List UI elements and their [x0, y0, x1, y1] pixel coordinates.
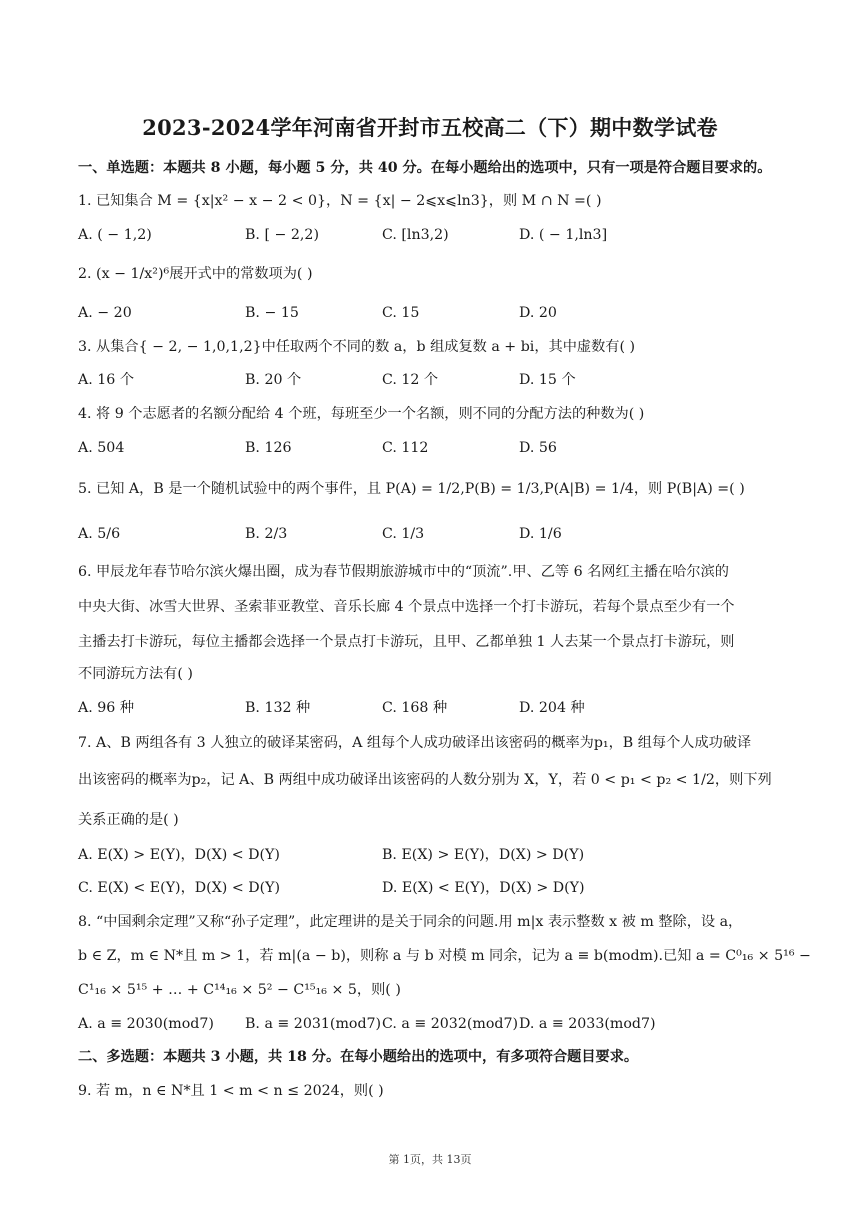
q1-option-d: D. ( − 1,ln3]: [519, 227, 608, 243]
q3-option-d: D. 15 个: [519, 372, 576, 388]
q6-option-c: C. 168 种: [382, 700, 448, 716]
q1-option-c: C. [ln3,2): [382, 227, 449, 243]
q7-option-a: A. E(X) > E(Y)，D(X) < D(Y): [78, 847, 280, 863]
question-5-stem: 5. 已知 A，B 是一个随机试验中的两个事件，且 P(A) = 1/2,P(B) = 1/3,P(A|B) = 1/4，则 P(B|A) =( ): [78, 481, 745, 497]
q4-option-b: B. 126: [245, 440, 292, 456]
q2-option-d: D. 20: [519, 305, 557, 321]
q1-option-a: A. ( − 1,2): [78, 227, 152, 243]
page-footer: 第 1页，共 13页: [388, 1153, 472, 1166]
question-2-stem: 2. (x − 1/x²)⁶展开式中的常数项为( ): [78, 266, 313, 282]
question-8-line-3: C¹₁₆ × 5¹⁵ + … + C¹⁴₁₆ × 5² − C¹⁵₁₆ × 5，则( ): [78, 982, 401, 998]
q3-option-a: A. 16 个: [78, 372, 135, 388]
question-7-line-3: 关系正确的是( ): [78, 812, 179, 828]
q6-option-b: B. 132 种: [245, 700, 311, 716]
question-6-line-4: 不同游玩方法有( ): [78, 666, 193, 682]
question-6-line-3: 主播去打卡游玩，每位主播都会选择一个景点打卡游玩，且甲、乙都单独 1 人去某一个景点打卡游玩，则: [78, 634, 735, 650]
q4-option-c: C. 112: [382, 440, 429, 456]
q7-option-c: C. E(X) < E(Y)，D(X) < D(Y): [78, 880, 281, 896]
q6-option-a: A. 96 种: [78, 700, 135, 716]
question-6-line-2: 中央大街、冰雪大世界、圣索菲亚教堂、音乐长廊 4 个景点中选择一个打卡游玩，若每个景点至少有一个: [78, 599, 735, 615]
question-7-line-1: 7. A、B 两组各有 3 人独立的破译某密码，A 组每个人成功破译出该密码的概率为p₁，B 组每个人成功破译: [78, 735, 752, 751]
q3-option-c: C. 12 个: [382, 372, 439, 388]
q6-option-d: D. 204 种: [519, 700, 585, 716]
q7-option-d: D. E(X) < E(Y)，D(X) > D(Y): [382, 880, 585, 896]
q5-option-c: C. 1/3: [382, 526, 425, 542]
q5-option-d: D. 1/6: [519, 526, 562, 542]
question-1-stem: 1. 已知集合 M = {x|x² − x − 2 < 0}，N = {x| − 2⩽x⩽ln3}，则 M ∩ N =( ): [78, 193, 602, 209]
q4-option-d: D. 56: [519, 440, 557, 456]
q8-option-b: B. a ≡ 2031(mod7): [245, 1016, 382, 1032]
question-6-line-1: 6. 甲辰龙年春节哈尔滨火爆出圈，成为春节假期旅游城市中的“顶流”.甲、乙等 6 名网红主播在哈尔滨的: [78, 564, 729, 580]
question-7-line-2: 出该密码的概率为p₂，记 A、B 两组中成功破译出该密码的人数分别为 X，Y，若 0 < p₁ < p₂ < 1/2，则下列: [78, 772, 772, 788]
question-3-stem: 3. 从集合{ − 2, − 1,0,1,2}中任取两个不同的数 a，b 组成复数 a + bi，其中虚数有( ): [78, 339, 636, 355]
question-9-stem: 9. 若 m，n ∈ N*且 1 < m < n ≤ 2024，则( ): [78, 1083, 384, 1099]
question-4-stem: 4. 将 9 个志愿者的名额分配给 4 个班，每班至少一个名额，则不同的分配方法的种数为( ): [78, 406, 645, 422]
question-8-line-1: 8. “中国剩余定理”又称“孙子定理”，此定理讲的是关于同余的问题.用 m|x 表示整数 x 被 m 整除，设 a，: [78, 914, 743, 930]
q8-option-c: C. a ≡ 2032(mod7): [382, 1016, 519, 1032]
q7-option-b: B. E(X) > E(Y)，D(X) > D(Y): [382, 847, 585, 863]
q2-option-b: B. − 15: [245, 305, 299, 321]
q8-option-d: D. a ≡ 2033(mod7): [519, 1016, 656, 1032]
q1-option-b: B. [ − 2,2): [245, 227, 319, 243]
q4-option-a: A. 504: [78, 440, 125, 456]
section-heading-multi-choice: 二、多选题：本题共 3 小题，共 18 分。在每小题给出的选项中，有多项符合题目要求。: [78, 1049, 639, 1065]
page-title: 2023-2024学年河南省开封市五校高二（下）期中数学试卷: [142, 115, 718, 140]
q2-option-c: C. 15: [382, 305, 420, 321]
section-heading-single-choice: 一、单选题：本题共 8 小题，每小题 5 分，共 40 分。在每小题给出的选项中，只有一项是符合题目要求的。: [78, 160, 772, 176]
q8-option-a: A. a ≡ 2030(mod7): [78, 1016, 214, 1032]
q2-option-a: A. − 20: [78, 305, 132, 321]
question-8-line-2: b ∈ Z，m ∈ N*且 m > 1，若 m|(a − b)，则称 a 与 b 对模 m 同余，记为 a ≡ b(modm).已知 a = C⁰₁₆ × 5¹⁶ −: [78, 948, 811, 964]
q3-option-b: B. 20 个: [245, 372, 302, 388]
q5-option-b: B. 2/3: [245, 526, 288, 542]
q5-option-a: A. 5/6: [78, 526, 121, 542]
